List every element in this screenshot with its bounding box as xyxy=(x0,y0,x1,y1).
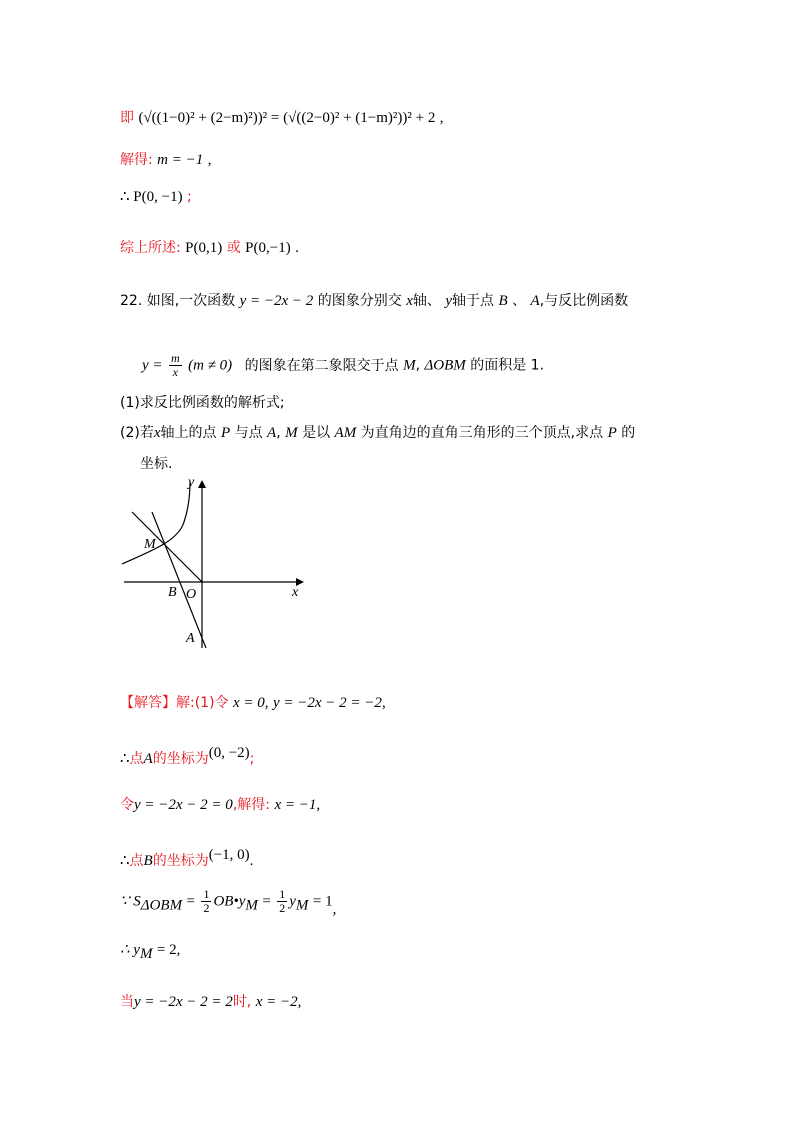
math-expression: y = −2x − 2 xyxy=(239,293,314,309)
because-symbol: ∵ S xyxy=(120,893,141,910)
math-expression: y = xyxy=(142,357,163,374)
solution-text: 的坐标为 xyxy=(152,751,209,767)
math-expression: x = −1 xyxy=(274,797,317,813)
question-text: , xyxy=(276,425,281,441)
question-number: 22. xyxy=(120,293,143,309)
solution-line-2 xyxy=(120,743,254,769)
math-expression: (−1, 0) xyxy=(208,847,250,863)
math-var: x xyxy=(406,293,413,309)
punctuation: , xyxy=(207,152,212,168)
fraction xyxy=(277,888,287,915)
y-axis-arrow-icon xyxy=(198,480,206,488)
fraction-numerator: m xyxy=(170,351,180,365)
label-y: y xyxy=(188,475,195,490)
question-text: 为直角边的直角三角形的三个顶点,求点 xyxy=(360,425,604,441)
question-text: (2)若 xyxy=(120,425,154,441)
math-expression: m = −1 xyxy=(157,152,204,168)
red-prefix: 解得: xyxy=(120,152,153,168)
solution-text: ,解得: xyxy=(232,797,270,813)
solution-label: 【解答】解:(1)令 xyxy=(120,695,229,711)
question-text: 坐标. xyxy=(140,456,173,472)
label-x: x xyxy=(292,585,299,600)
label-b: B xyxy=(168,585,177,600)
question-text: 的图象分别交 xyxy=(317,293,402,309)
math-expression: x = −2 xyxy=(255,994,298,1010)
math-var: AM xyxy=(334,425,357,441)
punctuation: . xyxy=(295,240,299,256)
punctuation: ; xyxy=(249,751,255,767)
fraction-numerator: 1 xyxy=(279,887,286,901)
therefore-symbol: ∴ xyxy=(120,751,130,767)
solution-text: 令 xyxy=(120,797,134,813)
punctuation: , xyxy=(381,695,386,711)
red-prefix: 即 xyxy=(120,110,134,126)
punctuation: , xyxy=(297,994,302,1010)
math-expression: (0, −2) xyxy=(208,745,250,761)
math-expression: OB•y xyxy=(213,893,246,910)
equation-line-3 xyxy=(120,187,192,207)
sub-question-2-cont xyxy=(140,454,172,474)
subscript: ΔOBM xyxy=(140,897,183,914)
solution-text: 时, xyxy=(232,994,252,1010)
punctuation: , xyxy=(316,797,321,813)
math-expression: y = −2x − 2 = 0 xyxy=(134,797,233,813)
fraction-numerator: 1 xyxy=(203,887,210,901)
linear-function-line xyxy=(152,512,206,648)
subscript: M xyxy=(139,945,153,962)
solution-text: 的坐标为 xyxy=(152,853,209,869)
punctuation: ; xyxy=(187,189,192,205)
punctuation: , xyxy=(439,110,444,126)
red-connector: 或 xyxy=(226,240,241,256)
question-text: 是以 xyxy=(302,425,331,441)
fraction xyxy=(201,888,211,915)
punctuation: . xyxy=(249,853,254,869)
solution-line-3 xyxy=(120,795,320,815)
math-expression: x = 0 xyxy=(233,695,265,711)
equals: = xyxy=(186,893,196,910)
math-expression: ΔOBM xyxy=(424,357,466,374)
question-text: (1)求反比例函数的解析式; xyxy=(120,395,285,411)
math-expression: (m ≠ 0) xyxy=(188,357,233,374)
question-text: 如图,一次函数 xyxy=(146,293,236,309)
question-text: 与点 xyxy=(234,425,263,441)
math-expression: (√((1−0)² + (2−m)²))² = (√((2−0)² + (1−m)²))² + 2 xyxy=(138,110,436,126)
question-text: 轴于点 xyxy=(452,293,495,309)
question-text: ,与反比例函数 xyxy=(539,293,629,309)
solution-line-1 xyxy=(120,693,386,713)
math-expression: y = −2x − 2 = 2 xyxy=(134,994,233,1010)
math-var: y xyxy=(445,293,453,309)
fraction-denominator: 2 xyxy=(279,901,286,915)
solution-line-6 xyxy=(120,940,180,964)
math-var: P xyxy=(607,425,617,441)
question-22-line-2 xyxy=(142,352,544,379)
math-expression: ∴ y xyxy=(120,942,140,958)
label-o: O xyxy=(186,587,197,602)
solution-line-5 xyxy=(120,888,336,920)
math-var: y xyxy=(289,893,296,910)
question-text: 轴上的点 xyxy=(160,425,217,441)
solution-line-7 xyxy=(120,992,301,1012)
fraction-denominator: x xyxy=(172,365,178,379)
math-var: A xyxy=(530,293,540,309)
math-expression: = 1 xyxy=(312,893,333,910)
question-22-line-1 xyxy=(120,291,628,311)
solution-line-4 xyxy=(120,845,253,871)
sub-question-1 xyxy=(120,393,285,413)
math-var: B xyxy=(498,293,508,309)
math-var: M xyxy=(403,357,416,374)
math-expression: P(0,−1) xyxy=(245,240,291,256)
equals: = xyxy=(262,893,271,910)
red-prefix: 综上所述: xyxy=(120,240,181,256)
question-text: , xyxy=(415,357,421,374)
math-expression: y = −2x − 2 = −2 xyxy=(273,695,382,711)
math-var: M xyxy=(285,425,298,441)
punctuation: , xyxy=(264,695,269,711)
question-text: 的图象在第二象限交于点 xyxy=(244,357,399,374)
function-graph-figure xyxy=(118,472,308,652)
math-expression: ∴ P(0, −1) xyxy=(120,189,183,205)
solution-text: 当 xyxy=(120,994,134,1010)
math-var: A xyxy=(143,751,153,767)
solution-text: 点 xyxy=(129,751,144,767)
punctuation: , xyxy=(176,942,181,958)
math-var: B xyxy=(143,853,153,869)
fraction-denominator: 2 xyxy=(203,901,210,915)
math-var: P xyxy=(220,425,231,441)
subscript: M xyxy=(295,897,309,914)
question-text: 的面积是 1. xyxy=(470,357,545,374)
math-var: A xyxy=(267,425,277,441)
math-var: x xyxy=(153,425,161,441)
question-text: 轴、 xyxy=(412,293,441,309)
math-expression: = 2 xyxy=(156,942,177,958)
subscript: M xyxy=(245,897,258,914)
question-text: 、 xyxy=(512,293,527,309)
conclusion-line xyxy=(120,238,299,258)
math-expression: P(0,1) xyxy=(185,240,223,256)
therefore-symbol: ∴ xyxy=(120,853,130,869)
line-om xyxy=(132,512,202,582)
label-a: A xyxy=(186,631,195,646)
question-text: 的 xyxy=(621,425,636,441)
equation-line-2 xyxy=(120,150,211,170)
sub-question-2 xyxy=(120,423,635,443)
fraction xyxy=(169,352,182,379)
punctuation: , xyxy=(332,901,337,918)
solution-text: 点 xyxy=(129,853,144,869)
label-m: M xyxy=(144,537,156,552)
equation-line-1 xyxy=(120,108,444,128)
